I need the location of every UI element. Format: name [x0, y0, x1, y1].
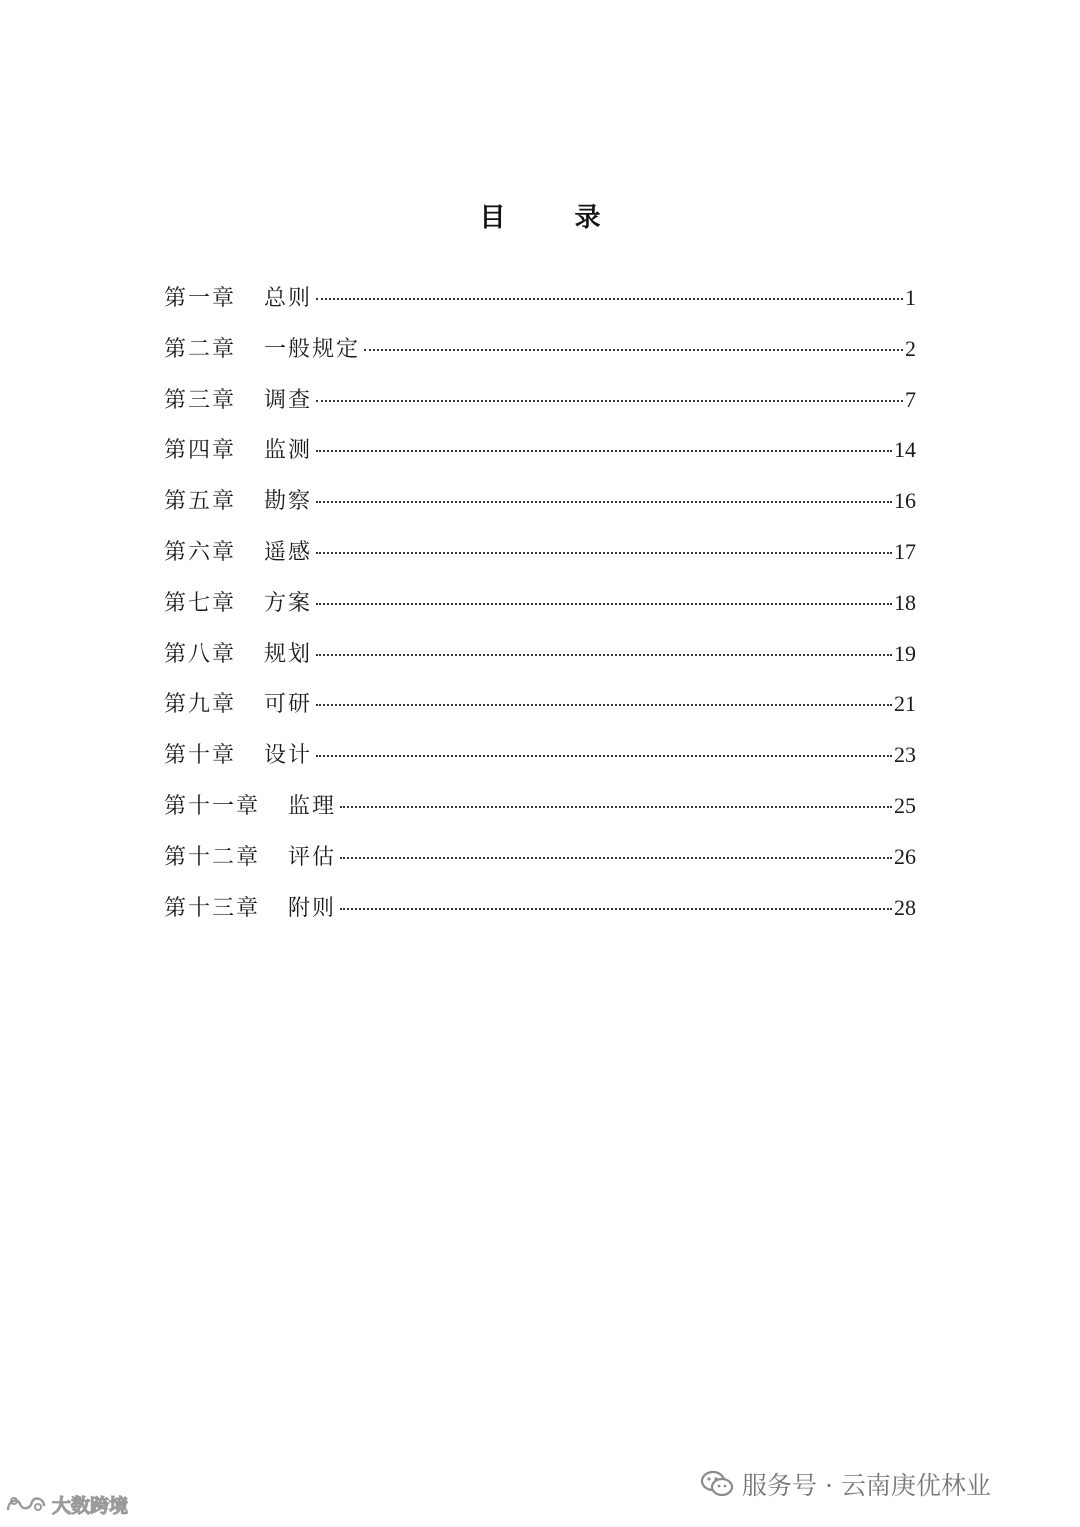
toc-page-number: 28: [894, 894, 916, 920]
toc-chapter-number: 第十三章: [164, 895, 261, 921]
toc-entry-5[interactable]: [164, 483, 916, 534]
toc-chapter-title: 设计: [264, 743, 313, 769]
toc-chapter-number: 第八章: [164, 641, 237, 667]
toc-dot-leader: [316, 603, 892, 605]
toc-chapter-number: 第二章: [164, 336, 237, 362]
wechat-icon: [700, 1469, 734, 1499]
toc-entry-2[interactable]: [164, 331, 916, 382]
toc-entry-3[interactable]: [164, 382, 916, 433]
toc-page-number: 17: [894, 538, 916, 564]
toc-entry-1[interactable]: [164, 280, 916, 331]
page-title: 目 录: [479, 203, 631, 233]
toc-page-number: 14: [894, 437, 916, 463]
toc-entry-12[interactable]: [164, 839, 916, 890]
toc-dot-leader: [340, 857, 892, 859]
table-of-contents: [164, 280, 916, 940]
toc-entry-4[interactable]: [164, 432, 916, 483]
toc-chapter-title: 一般规定: [264, 336, 361, 362]
official-account-name: 服务号 · 云南庚优林业: [742, 1471, 991, 1500]
toc-entry-7[interactable]: [164, 585, 916, 636]
toc-page-number: 26: [894, 843, 916, 869]
toc-chapter-number: 第四章: [164, 438, 237, 464]
toc-dot-leader: [340, 908, 892, 910]
toc-chapter-number: 第六章: [164, 539, 237, 565]
toc-chapter-number: 第九章: [164, 692, 237, 718]
toc-chapter-number: 第十一章: [164, 793, 261, 819]
toc-chapter-title: 调查: [264, 387, 313, 413]
toc-page-number: 1: [905, 285, 916, 310]
toc-entry-8[interactable]: [164, 636, 916, 687]
toc-dot-leader: [316, 400, 903, 402]
toc-chapter-title: 规划: [264, 641, 313, 667]
toc-chapter-number: 第五章: [164, 489, 237, 515]
toc-dot-leader: [316, 552, 892, 554]
toc-page-number: 19: [894, 640, 916, 666]
toc-dot-leader: [316, 704, 892, 706]
toc-chapter-number: 第三章: [164, 387, 237, 413]
toc-page-number: 21: [894, 691, 916, 717]
toc-page-number: 2: [905, 335, 916, 361]
toc-dot-leader: [316, 450, 892, 452]
toc-chapter-title: 总则: [264, 286, 313, 311]
toc-chapter-number: 第十二章: [164, 844, 261, 870]
toc-chapter-title: 监测: [264, 438, 313, 464]
watermark-text: 大数跨境: [52, 1494, 129, 1517]
watermark: [4, 1488, 128, 1520]
toc-dot-leader: [340, 806, 892, 808]
official-account-label[interactable]: [700, 1464, 991, 1504]
toc-chapter-title: 附则: [288, 895, 337, 921]
toc-chapter-title: 评估: [288, 844, 337, 870]
toc-page-number: 23: [894, 742, 916, 768]
toc-chapter-number: 第十章: [164, 743, 237, 769]
toc-chapter-title: 勘察: [264, 489, 313, 515]
toc-dot-leader: [316, 654, 892, 656]
toc-entry-6[interactable]: [164, 534, 916, 585]
watermark-logo-icon: [4, 1492, 48, 1516]
toc-entry-9[interactable]: [164, 686, 916, 737]
toc-page-number: 16: [894, 488, 916, 514]
toc-chapter-title: 方案: [264, 590, 313, 616]
toc-entry-13[interactable]: [164, 890, 916, 941]
toc-page-number: 7: [905, 386, 916, 412]
toc-dot-leader: [316, 755, 892, 757]
toc-chapter-title: 遥感: [264, 539, 313, 565]
toc-chapter-number: 第七章: [164, 590, 237, 616]
toc-page-number: 18: [894, 589, 916, 615]
toc-chapter-number: 第一章: [164, 286, 237, 311]
toc-chapter-title: 可研: [264, 692, 313, 718]
toc-page-number: 25: [894, 792, 916, 818]
toc-entry-10[interactable]: [164, 737, 916, 788]
toc-chapter-title: 监理: [288, 793, 337, 819]
toc-dot-leader: [316, 298, 903, 300]
toc-dot-leader: [316, 501, 892, 503]
toc-dot-leader: [364, 349, 903, 351]
toc-entry-11[interactable]: [164, 788, 916, 839]
